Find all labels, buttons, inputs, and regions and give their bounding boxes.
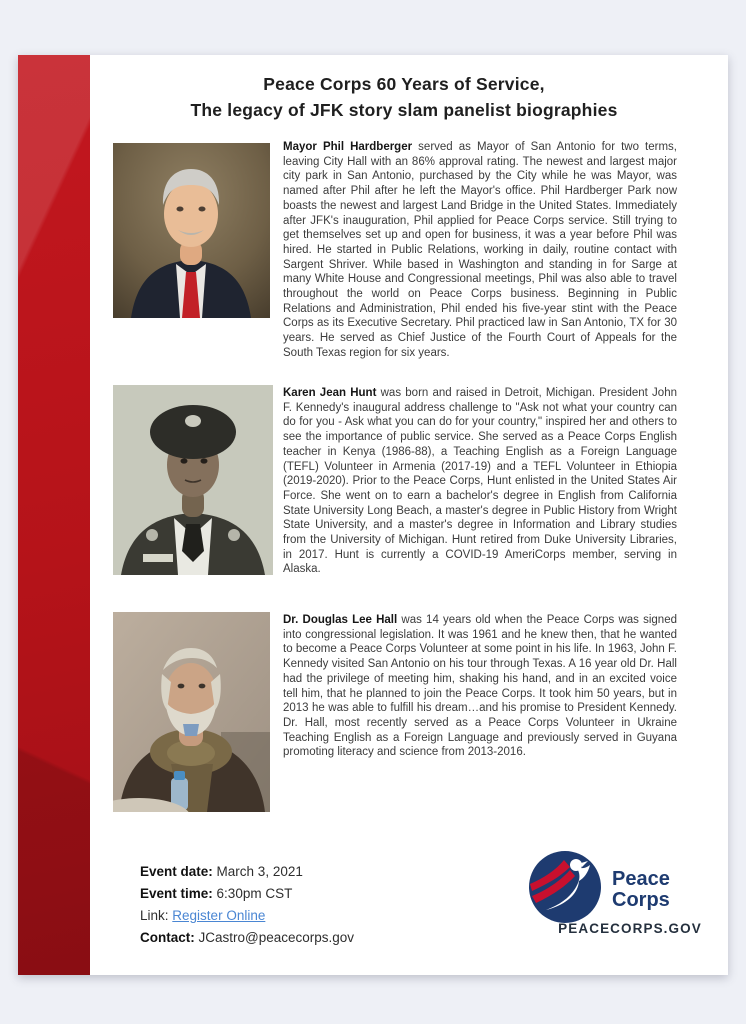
contact-row	[140, 927, 354, 949]
website-url: PEACECORPS.GOV	[558, 921, 702, 936]
logo-wordmark	[612, 869, 670, 911]
contact-value: JCastro@peacecorps.gov	[198, 930, 355, 945]
title-line-2: The legacy of JFK story slam panelist biographies	[190, 100, 618, 120]
event-time-label: Event time:	[140, 886, 213, 901]
bio-body: was 14 years old when the Peace Corps was signed into congressional legislation. It was 1961 and he knew then, that he wanted to become a Peace Corps Volunteer at some point in his life. In 1963, John F. Kennedy visited San Antonio on his tour through Texas. A 16 year old Dr. Hall had the privilege of meeting him, shaking his hand, and in an excited voice tell him, that he planned to join the Peace Corps. It took him 50 years, but in 2013 he was able to fulfill his dream…and his promise to President Kennedy. Dr. Hall, most recently served as a Peace Corps Volunteer in Ukraine Teaching English as a Foreign Language and previously served in Guyana promoting literacy and science from 2013-2016.	[283, 614, 677, 759]
flyer-page	[18, 55, 728, 975]
event-details	[140, 861, 354, 949]
page-title	[90, 71, 718, 123]
bio-name: Karen Jean Hunt	[283, 387, 377, 399]
bio-name: Mayor Phil Hardberger	[283, 141, 413, 153]
event-time-row	[140, 883, 354, 905]
bio-body: served as Mayor of San Antonio for two terms, leaving City Hall with an 86% approval rating. The newest and largest major city park in San Antonio, purchased by the City while he was Mayor, was named after Phil after he left the Mayor's office. Phil Hardberger Park now boasts the newest and largest Land Bridge in the United States. Immediately after JFK's inauguration, Phil applied for Peace Corps service. Still trying to get themselves set up and open for business, it was a year before Phil was hired. He started in Public Relations, working in daily, routine contact with Sargent Shriver. While based in Washington and standing in for Sarge at many White House and Congressional meetings, Phil was also able to travel throughout the world on Peace Corps business. Beginning in Public Relations and Administration, Phil ended his five-year stint with the Peace Corps as its Executive Secretary. Phil practiced law in San Antonio, TX for 30 years. He served as Chief Justice of the Fourth Court of Appeals for the South Texas region for six years.	[283, 141, 678, 359]
peace-corps-logo	[528, 850, 670, 929]
bio-name: Dr. Douglas Lee Hall	[283, 614, 398, 626]
bio-douglas-lee-hall	[283, 613, 677, 760]
event-time-value: 6:30pm CST	[216, 886, 293, 901]
link-label: Link:	[140, 908, 169, 923]
event-date-value: March 3, 2021	[216, 864, 303, 879]
bio-body: was born and raised in Detroit, Michigan. President John F. Kennedy's inaugural address challenge to "Ask not what your country can do for you - Ask what you can do for your country," inspired her and others to see the importance of public service. She served as a Peace Corps English teacher in Kenya (1986-88), a Teaching English as a Foreign Language (TEFL) Volunteer in Armenia (2017-19) and a TEFL Volunteer in Ethiopia (2019-2020). Prior to the Peace Corps, Hunt enlisted in the United States Air Force. She went on to earn a bachelor's degree in English from California State University Long Beach, a master's degree in Public History from Wright State University, and a master's degree in Information and Library studies from the University of Michigan. Hunt retired from Duke University Libraries, in 2017. Hunt is currently a COVID-19 AmeriCorps member, serving in Alaska.	[283, 387, 677, 576]
bio-karen-jean-hunt	[283, 386, 677, 577]
event-date-row	[140, 861, 354, 883]
logo-word-peace: Peace	[612, 867, 670, 890]
logo-word-corps: Corps	[612, 888, 670, 911]
peace-corps-dove-icon	[528, 850, 602, 929]
photo-karen-jean-hunt	[113, 385, 273, 575]
photo-phil-hardberger	[113, 143, 270, 318]
red-ribbon-accent	[18, 55, 90, 975]
photo-douglas-lee-hall	[113, 612, 270, 812]
event-date-label: Event date:	[140, 864, 213, 879]
title-line-1: Peace Corps 60 Years of Service,	[263, 74, 545, 94]
bio-phil-hardberger	[283, 140, 677, 361]
register-online-link[interactable]: Register Online	[172, 908, 266, 923]
contact-label: Contact:	[140, 930, 195, 945]
link-row	[140, 905, 354, 927]
